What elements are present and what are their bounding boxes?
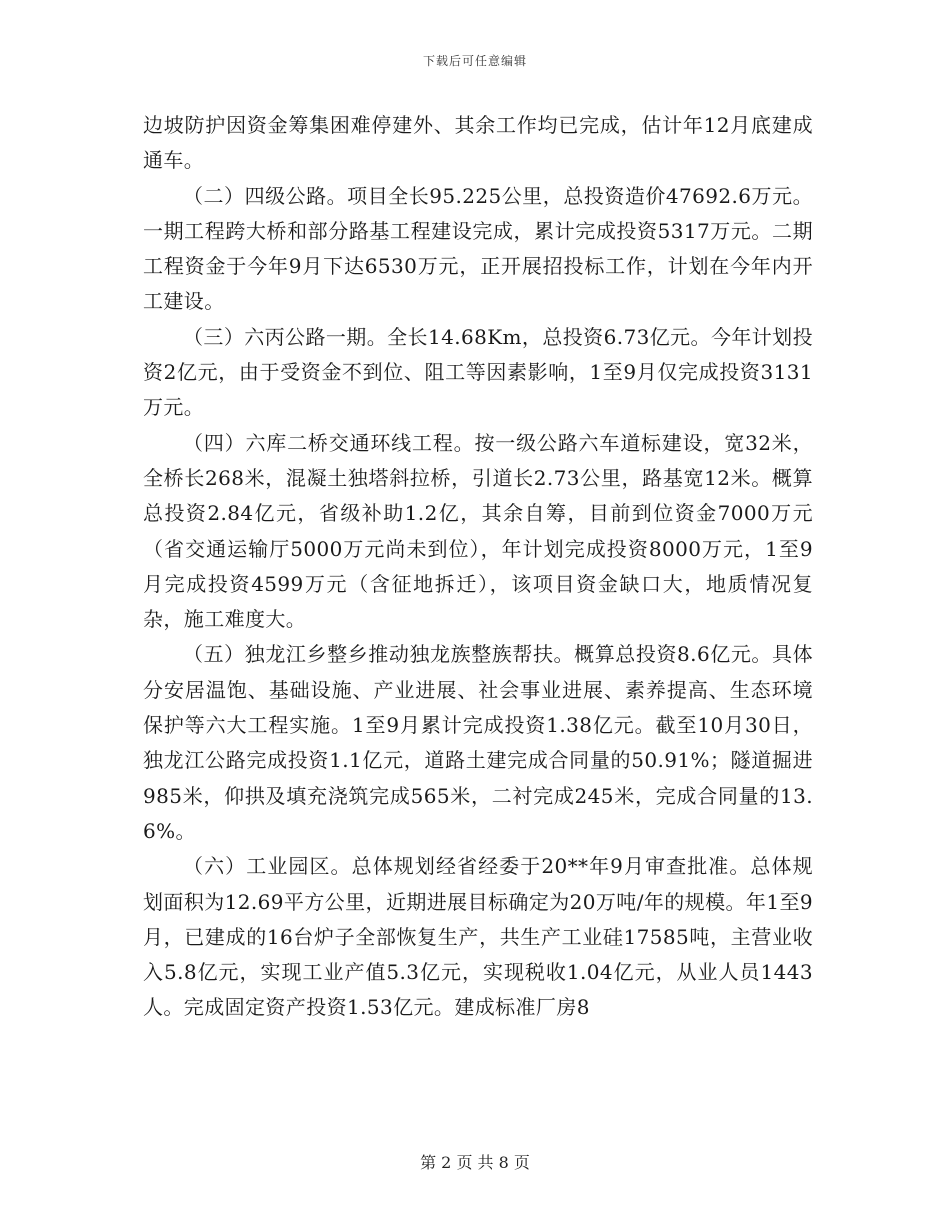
page-header: 下载后可任意编辑 bbox=[422, 54, 527, 68]
paragraph-5: （五）独龙江乡整乡推动独龙族整族帮扶。概算总投资8.6亿元。具体分安居温饱、基础设施、产业进展、社会事业进展、素养提高、生态环境保护等六大工程实施。1至9月累计完成投资1.38亿元。截至10月30日，独龙江公路完成投资1.1亿元，道路土建完成合同量的50.91%；隧道掘进985米，仰拱及填充浇筑完成565米，二衬完成245米，完成合同量的13.6%。 bbox=[143, 642, 813, 843]
document-body bbox=[143, 108, 813, 1026]
paragraph-1: 边坡防护因资金筹集困难停建外、其余工作均已完成，估计年12月底建成通车。 bbox=[143, 113, 813, 173]
paragraph-2: （二）四级公路。项目全长95.225公里，总投资造价47692.6万元。一期工程跨大桥和部分路基工程建设完成，累计完成投资5317万元。二期工程资金于今年9月下达6530万元，正开展招投标工作，计划在今年内开工建设。 bbox=[143, 183, 813, 314]
paragraph-4: （四）六库二桥交通环线工程。按一级公路六车道标建设，宽32米，全桥长268米，混凝土独塔斜拉桥，引道长2.73公里，路基宽12米。概算总投资2.84亿元，省级补助1.2亿，其余自筹，目前到位资金7000万元（省交通运输厅5000万元尚未到位），年计划完成投资8000万元，1至9月完成投资4599万元（含征地拆迁），该项目资金缺口大，地质情况复杂，施工难度大。 bbox=[143, 430, 813, 632]
paragraph-6: （六）工业园区。总体规划经省经委于20**年9月审查批准。总体规划面积为12.69平方公里，近期进展目标确定为20万吨/年的规模。年1至9月，已建成的16台炉子全部恢复生产，共生产工业硅17585吨，主营业收入5.8亿元，实现工业产值5.3亿元，实现税收1.04亿元，从业人员1443人。完成固定资产投资1.53亿元。建成标准厂房8 bbox=[143, 854, 813, 1020]
paragraph-3: （三）六丙公路一期。全长14.68Km，总投资6.73亿元。今年计划投资2亿元，由于受资金不到位、阻工等因素影响，1至9月仅完成投资3131万元。 bbox=[143, 324, 813, 420]
page-number-footer: 第 2 页 共 8 页 bbox=[420, 1153, 530, 1172]
